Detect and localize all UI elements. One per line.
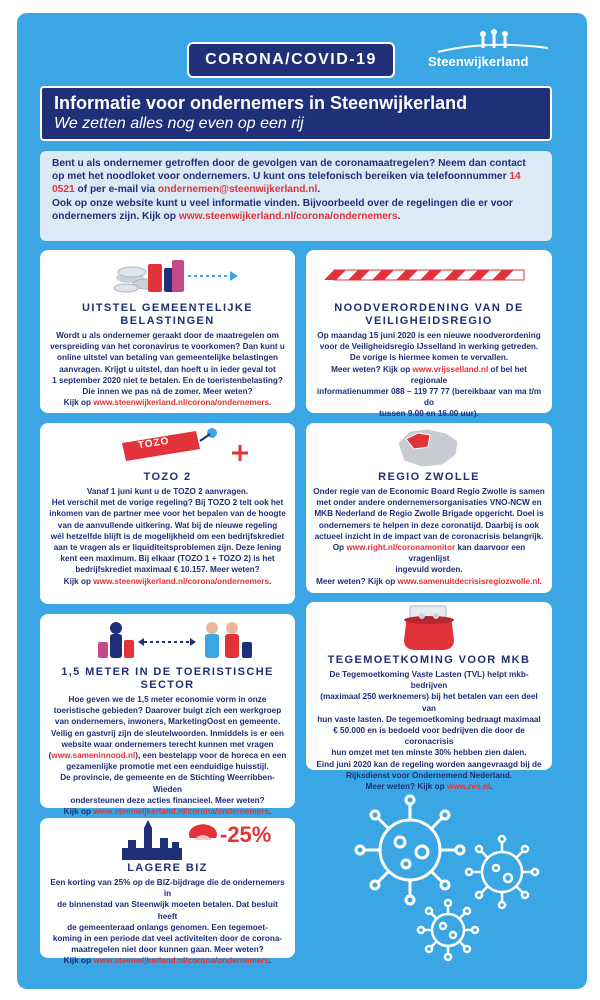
link-line [47,955,288,966]
card-body [306,669,552,792]
text-line: informatienummer 088 – 119 77 77 (bereikbaar van ma t/m do [316,387,542,408]
intro-phone: 14 0521 [52,171,521,196]
intro-website-link[interactable]: www.steenwijkerland.nl/corona/ondernemers [178,210,398,222]
text-line: gezamenlijke promotie met een eenduidige huisstijl. [66,762,269,772]
website-link[interactable]: www.steenwijkerland.nl/corona/ondernemers [93,807,270,817]
link-prefix: Kijk op [63,398,94,408]
card-body [40,486,295,587]
text-line: hun omzet met ten minste 30% hebben zien dalen. [331,748,527,758]
link-line [47,806,288,817]
card-body [40,330,295,408]
text-line: Vanaf 1 juni kunt u de TOZO 2 aanvragen. [86,487,249,496]
card-tozo [40,423,295,604]
text-line: ingevuld worden. [395,565,463,575]
virus-icons-decoration [330,790,570,970]
text-line: Eind juni 2020 kan de regeling worden aangevraagd bij de [316,759,542,769]
intro-email-link[interactable]: ondernemen@steenwijkerland.nl [157,184,318,196]
tozo-label: TOZO [137,435,171,452]
barrier-illustration [306,250,552,302]
link-prefix: Op [332,543,347,553]
text-line: Die innen we pas ná de zomer. Meer weten? [82,387,253,397]
text-line: bedrijfskrediet maximaal € 10.157. Meer weten? [75,565,260,575]
text-line: de binnenstad van Steenwijk moeten betalen. Dat besluit heeft [57,900,278,921]
text-line: voor de Veiligheidsregio IJsselland in werking getreden. [319,342,539,352]
text-line: Onder regie van de Economic Board Regio Zwolle is samen [313,487,545,496]
intro-text-2: of per e-mail via [74,184,158,196]
card-body [306,486,552,587]
link-prefix: Kijk op [63,576,94,586]
text-line: Hoe geven we de 1,5 meter economie vorm in onze [68,695,267,704]
coins-suitcases-illustration [40,250,295,302]
tozo-tag-plus-icon [40,423,295,471]
link-line [47,397,288,408]
text-line: Een korting van 25% op de BIZ-bijdrage die de ondernemers in [50,878,285,899]
website-link[interactable]: www.samenuitdecrisisregiozwolle.nl [397,576,540,586]
link-suffix: . [490,782,493,792]
text-line: Rijksdienst voor Ondernemend Nederland. [345,770,513,780]
link-line [313,542,545,564]
link-suffix: kan daarvoor een vragenlijst [408,543,526,564]
tozo-illustration [40,423,295,471]
card-toeristische-sector [40,614,295,817]
text-line: (maximaal 250 werknemers) bij het betalen van een deel van [320,692,538,713]
website-link[interactable]: www.steenwijkerland.nl/corona/ondernemers [93,398,270,408]
card-title: TEGEMOETKOMING VOOR MKB [327,654,531,666]
card-uitstel-belastingen [40,250,295,413]
link-line [47,576,288,587]
text-line: De Tegemoetkoming Vaste Lasten (TVL) helpt mkb-bedrijven [329,670,529,691]
wallet-illustration [306,602,552,654]
link-suffix: . [269,398,272,408]
tourists-distance-icon [40,614,295,666]
card-noodverordening [306,250,552,419]
page-subtitle: We zetten alles nog even op een rij [54,115,304,132]
card-title: 1,5 METER IN DE TOERISTISCHE SECTOR [61,666,274,691]
link-suffix: . [269,956,272,966]
text-line: maatregelen niet door kunnen gaan. Meer weten? [71,945,264,955]
intro-panel [40,151,552,241]
text-line: Op maandag 15 juni 2020 is een nieuwe noodverordening [317,331,541,340]
text-line: van ondernemers, inwoners, MarketingOost en gemeente. [54,717,281,727]
website-link[interactable]: www.steenwijkerland.nl/corona/ondernemers [93,576,270,586]
text-line: Het verschil met de vorige regeling? Bij TOZO 2 telt ook het [51,498,284,508]
corona-badge: CORONA/COVID-19 [187,42,395,78]
text-line: van de aanvullende uitkering. Wat bij de nieuwe regeling [57,520,278,530]
text-line: ondernemers te helpen in deze coronatijd. Daarbij is ook [318,520,540,530]
card-title: LAGERE BIZ [127,862,208,874]
header-box [40,86,552,141]
text-line: 1 september 2020 niet te betalen. En de toeristenbelasting? [52,375,283,385]
card-tegemoetkoming-mkb [306,602,552,792]
card-title: UITSTEL GEMEENTELIJKE BELASTINGEN [82,302,253,327]
text-line: wél hetzelfde blijft is de mogelijkheid om een bedrijfskrediet [50,531,285,541]
text-line: Wordt u als ondernemer geraakt door de maatregelen om [56,331,279,340]
text-line: ondersteunen deze acties financieel. Meer weten? [70,795,265,805]
region-map-icon [306,423,552,471]
link-suffix: of bel het regionale [410,364,527,385]
city-discount-illustration [40,818,295,862]
tourists-illustration [40,614,295,666]
text-line: De provincie, de gemeente en de Stichting Weerribben-Wieden [60,773,275,794]
text-line: website waar ondernemers terecht kunnen met vragen [61,739,274,749]
intro-text-1: Bent u als ondernemer getroffen door de gevolgen van de coronamaatregelen? Neem dan contact op met het noodloket voor ondernemers. U kunt ons telefonisch bereiken via telefoonnummer [52,158,526,183]
wallet-icon [306,602,552,654]
text-line: tussen 9.00 en 16.00 uur). [379,409,479,419]
text-line: de gemeenteraad onlangs genomen. Een tegemoet- [67,922,268,932]
link-suffix: . [269,576,272,586]
text-line: online uitstel van betaling van gemeentelijke belastingen [56,353,279,363]
link-prefix: ( [48,751,52,761]
card-regio-zwolle [306,423,552,593]
text-line: aan te vragen als er liquiditeitsproblemen zijn. Deze lening [53,543,282,553]
steenwijkerland-logo [428,28,558,72]
website-link[interactable]: www.steenwijkerland.nl/corona/ondernemers [93,956,270,966]
region-map-illustration [306,423,552,471]
link-suffix: . [539,576,542,586]
coins-suitcases-icon [40,250,295,302]
link-prefix: Meer weten? Kijk op [316,576,398,586]
card-body [306,330,552,420]
virus-icon-small-bottom [418,900,478,960]
card-lagere-biz [40,818,295,966]
logo-text: Steenwijkerland [428,54,529,69]
text-line: € 50.000 en is bedoeld voor bedrijven die door de coronacrisis [333,726,525,747]
text-line: De vorige is hiermee komen te vervallen. [349,353,509,363]
card-title: NOODVERORDENING VAN DE VEILIGHEIDSREGIO [334,302,524,327]
page-title: Informatie voor ondernemers in Steenwijkerland [54,93,468,113]
virus-icon-small-right [466,836,538,908]
intro-text-4: Ook op onze website kunt u veel informatie vinden. Bijvoorbeeld over de regelingen die er voor ondernemers zijn. Kijk op [52,197,513,222]
link-line [313,364,545,386]
card-title: REGIO ZWOLLE [378,471,480,483]
link-prefix: Meer weten? Kijk op [331,364,413,374]
text-line: toeristische gebieden? Daarover buigt zich een werkgroep [53,706,282,716]
website-link[interactable]: www.vrijsselland.nl [412,364,489,374]
card-title: TOZO 2 [143,471,192,483]
link-prefix: Meer weten? Kijk op [365,782,447,792]
text-line: aanvragen. Krijgt u uitstel, dan hoeft u in ieder geval tot [59,364,276,374]
link-line [313,576,545,587]
text-line: kent een maximum. Bij elkaar (TOZO 1 + TOZO 2) is het [60,554,275,564]
card-body [40,877,295,967]
barrier-tape-icon [306,250,552,302]
link-line [47,750,288,761]
text-line: met onder andere ondernemersorganisaties VNO-NCW en [316,498,542,508]
discount-percentage: -25% [220,822,272,847]
intro-text-5: . [397,210,401,222]
website-link[interactable]: www.sameninnood.nl [51,751,136,761]
intro-text-3: . [317,184,321,196]
link-suffix: ), een bestelapp voor de horeca en een [135,751,287,761]
text-line: actueel inzicht in de impact van de coronacrisis belangrijk. [314,531,544,541]
card-body [40,694,295,817]
link-prefix: Kijk op [63,807,94,817]
text-line: koming in een periode dat veel activiteiten door de corona- [52,934,283,944]
text-line: Veilig en gastvrij zijn de sleutelwoorden. Inmiddels is er een [51,728,284,738]
website-link[interactable]: www.right.nl/coronamonitor [346,543,456,553]
text-line: inkomen van de partner mee voor het bepalen van de hoogte [49,509,286,519]
link-prefix: Kijk op [63,956,94,966]
text-line: MKB Nederland de Regio Zwolle Brigade opgericht. Doel is [314,509,544,519]
link-suffix: . [269,807,272,817]
website-link[interactable]: www.rvo.nl [446,782,491,792]
text-line: verspreiding van het coronavirus te voorkomen? Dan kunt u [50,342,285,352]
text-line: hun vaste lasten. De tegemoetkoming bedraagt maximaal [317,714,541,724]
virus-icon-large [356,796,464,904]
